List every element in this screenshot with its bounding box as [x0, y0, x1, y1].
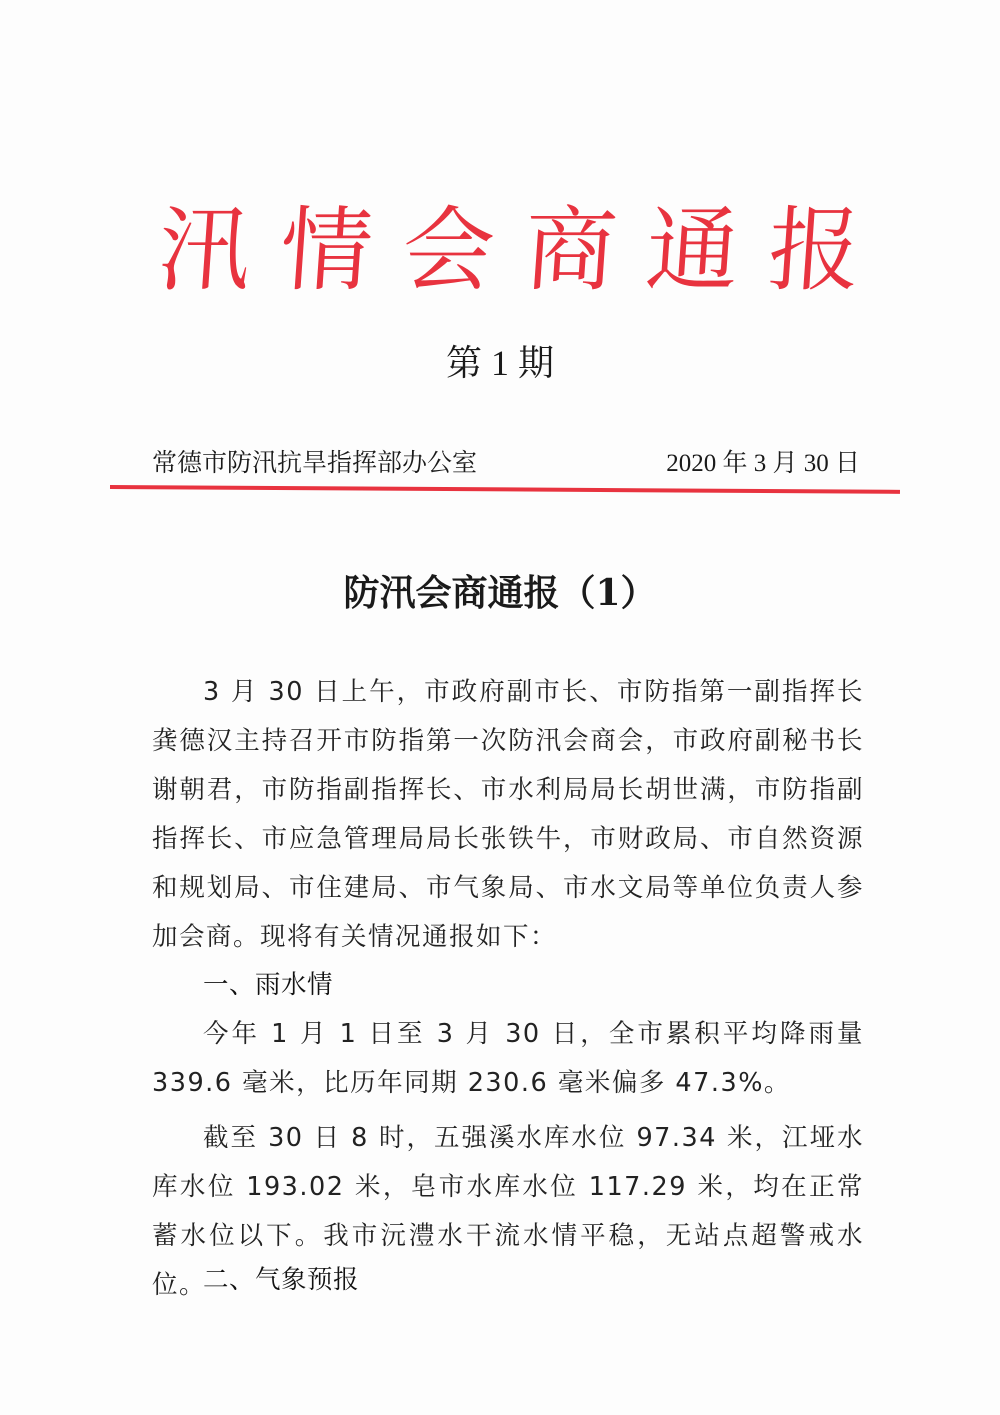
masthead-title [150, 185, 870, 304]
issue-date: 2020 年 3 月 30 日 [666, 450, 860, 477]
paragraph-text: 截至 30 日 8 时，五强溪水库水位 97.34 米，江垭水库水位 193.02 米，皂市水库水位 117.29 米，均在正常蓄水位以下。我市沅澧水干流水情平稳，无站点超警戒水位。 [152, 1123, 864, 1300]
masthead-char: 情 [276, 196, 377, 304]
issue-number: 第 1 期 [445, 343, 554, 383]
masthead-char: 商 [520, 196, 621, 304]
issuer-name: 常德市防汛抗旱指挥部办公室 [152, 450, 478, 477]
document-title: 防汛会商通报（1） [343, 572, 657, 614]
heading-text: 一、雨水情 [203, 970, 334, 1000]
masthead-char: 会 [398, 196, 499, 304]
heading-text: 二、气象预报 [203, 1265, 360, 1295]
intro-paragraph [152, 668, 864, 962]
red-divider [110, 485, 900, 494]
issuer-row [152, 443, 860, 479]
masthead-char: 通 [642, 196, 743, 304]
paragraph-text: 3 月 30 日上午，市政府副市长、市防指第一副指挥长龚德汉主持召开市防指第一次防汛会商会，市政府副秘书长谢朝君，市防指副指挥长、市水利局局长胡世满，市防指副指挥长、市应急管理局局长张铁牛，市财政局、市自然资源和规划局、市住建局、市气象局、市水文局等单位负责人参加会商。现将有关情况通报如下： [152, 677, 864, 952]
section-heading-forecast [152, 1256, 864, 1305]
rainfall-paragraph [152, 1010, 864, 1108]
paragraph-text: 今年 1 月 1 日至 3 月 30 日，全市累积平均降雨量 339.6 毫米，比历年同期 230.6 毫米偏多 47.3%。 [152, 1019, 864, 1098]
masthead-char: 报 [764, 196, 865, 304]
masthead-char: 汛 [154, 196, 255, 304]
section-heading-rain [152, 961, 864, 1010]
